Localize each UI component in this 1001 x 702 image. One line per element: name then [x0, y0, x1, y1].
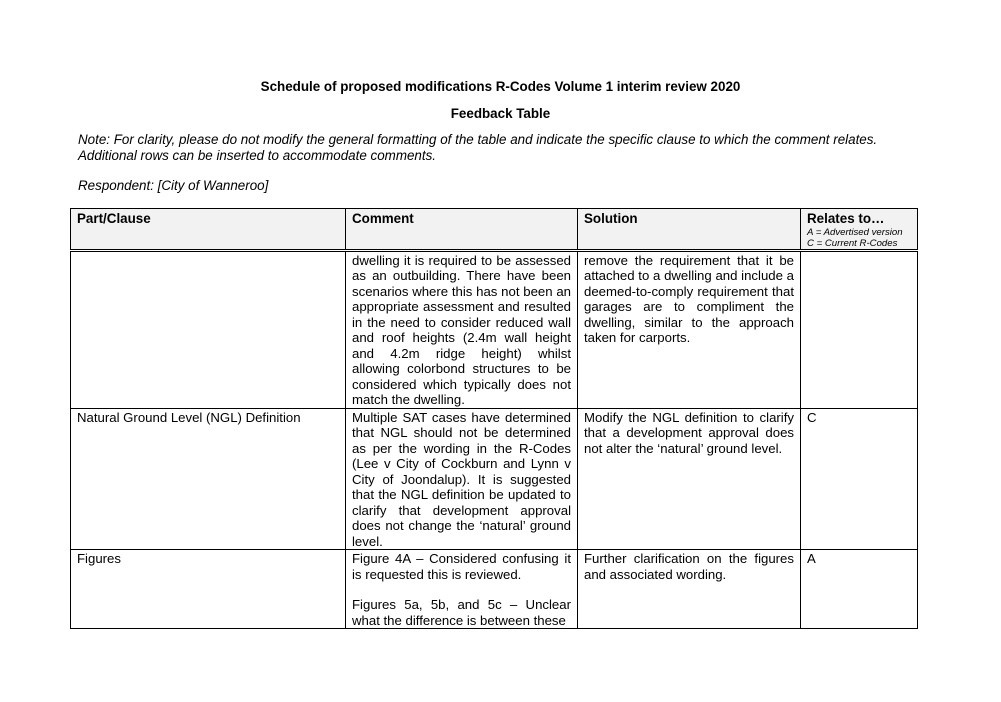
row-relates-to: A [801, 550, 918, 629]
instruction-note [78, 132, 938, 164]
row-part-clause [71, 250, 346, 408]
table-title: Feedback Table [450, 106, 551, 121]
row-solution: Further clarification on the figures and associated wording. [578, 550, 801, 629]
comment-paragraph: Figures 5a, 5b, and 5c – Unclear what the difference is between these [352, 597, 571, 628]
note-line-1: Note: For clarity, please do not modify the general formatting of the table and indicate the specific clause to which the comment relates. [78, 132, 878, 147]
row-solution: Modify the NGL definition to clarify that a development approval does not alter the ‘natural’ ground level. [578, 408, 801, 550]
document-title: Schedule of proposed modifications R-Codes Volume 1 interim review 2020 [260, 79, 741, 94]
row-part-clause: Figures [71, 550, 346, 629]
table-row [71, 408, 918, 550]
table-row [71, 250, 918, 408]
row-relates-to [801, 250, 918, 408]
legend-current: C = Current R-Codes [807, 237, 898, 249]
header-solution: Solution [578, 209, 801, 251]
row-comment [346, 550, 578, 629]
table-header-row [71, 209, 918, 251]
header-comment: Comment [346, 209, 578, 251]
row-solution: remove the requirement that it be attached to a dwelling and include a deemed-to-comply requirement that garages are to compliment the dwelling, similar to the approach taken for carports. [578, 250, 801, 408]
row-part-clause: Natural Ground Level (NGL) Definition [71, 408, 346, 550]
table-row [71, 550, 918, 629]
legend-advertised: A = Advertised version [807, 226, 903, 238]
respondent: Respondent: [City of Wanneroo] [78, 178, 269, 193]
row-relates-to: C [801, 408, 918, 550]
header-part-clause: Part/Clause [71, 209, 346, 251]
note-line-2: Additional rows can be inserted to accommodate comments. [78, 148, 437, 163]
header-relates-label: Relates to… [807, 211, 885, 226]
row-comment: dwelling it is required to be assessed as an outbuilding. There have been scenarios where this has not been an appropriate assessment and resulted in the need to consider reduced wall and roof heights (2.4m wall height and 4.2m ridge height) whilst allowing colorbond structures to be considered which typically does not match the dwelling. [346, 250, 578, 408]
comment-paragraph: Figure 4A – Considered confusing it is requested this is reviewed. [352, 551, 571, 582]
feedback-table [70, 208, 918, 629]
row-comment: Multiple SAT cases have determined that NGL should not be determined as per the wording in the R-Codes (Lee v City of Cockburn and Lynn v City of Joondalup). It is suggested that the NGL definition be updated to clarify that development approval does not change the ‘natural’ ground level. [346, 408, 578, 550]
header-relates-to [801, 209, 918, 251]
